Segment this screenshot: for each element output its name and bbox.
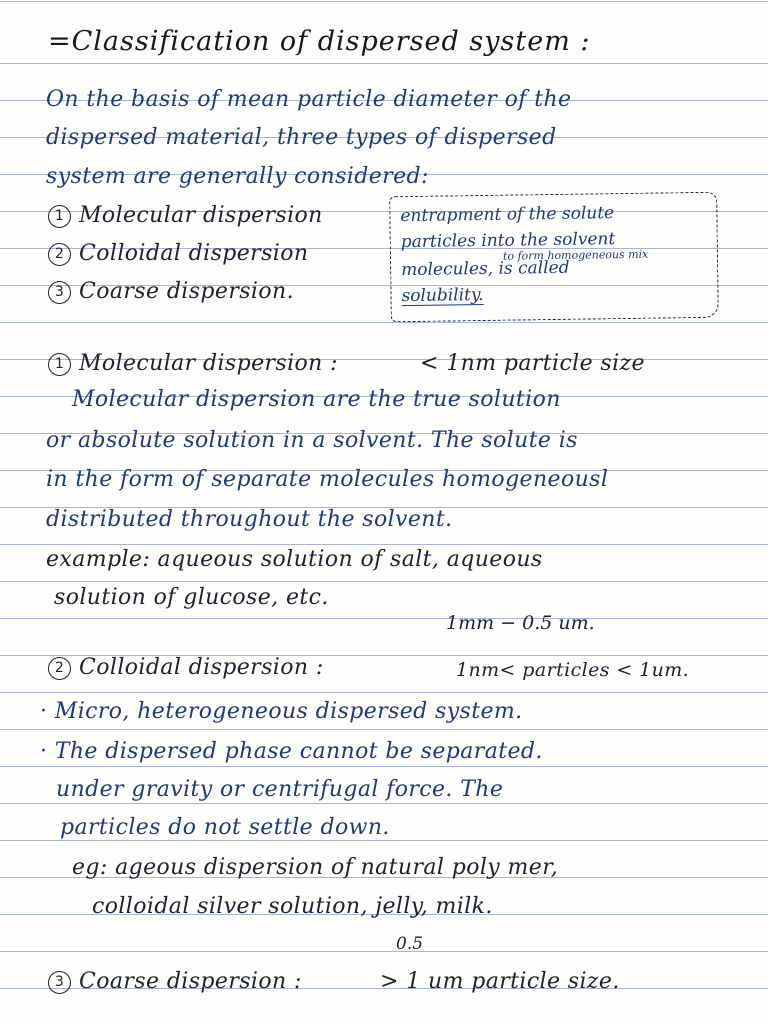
molecular-body-2: or absolute solution in a solvent. The solute is bbox=[46, 428, 578, 453]
colloidal-size: 1nm< particles < 1um. bbox=[456, 659, 690, 681]
number-circle-icon: 3 bbox=[48, 281, 71, 304]
molecular-example-2: solution of glucose, etc. bbox=[54, 585, 329, 610]
colloidal-body-1: · Micro, heterogeneous dispersed system. bbox=[40, 699, 523, 724]
page-title: =Classification of dispersed system : bbox=[48, 26, 591, 57]
intro-line-1: On the basis of mean particle diameter of the bbox=[46, 87, 572, 112]
type-label: Molecular dispersion bbox=[79, 203, 323, 228]
number-circle-icon: 2 bbox=[48, 657, 71, 680]
molecular-example-1: example: aqueous solution of salt, aqueous bbox=[46, 547, 543, 572]
number-circle-icon: 2 bbox=[48, 243, 71, 266]
colloidal-heading bbox=[48, 648, 324, 688]
colloidal-example-2: colloidal silver solution, jelly, milk. bbox=[92, 894, 493, 919]
molecular-heading-text: Molecular dispersion : bbox=[79, 351, 338, 376]
colloidal-body-2: · The dispersed phase cannot be separated. bbox=[40, 739, 543, 764]
type-label: Coarse dispersion. bbox=[79, 279, 294, 304]
type-item-3 bbox=[48, 272, 294, 312]
coarse-heading-text: Coarse dispersion : bbox=[79, 969, 302, 994]
type-label: Colloidal dispersion bbox=[79, 241, 309, 266]
coarse-heading bbox=[48, 962, 302, 1002]
molecular-body-4: distributed throughout the solvent. bbox=[46, 507, 453, 532]
note-line-4: solubility. bbox=[401, 284, 484, 307]
colloidal-example-1: eg: ageous dispersion of natural poly mer, bbox=[72, 855, 559, 880]
type-item-2 bbox=[48, 234, 308, 274]
intro-line-2: dispersed material, three types of dispersed bbox=[46, 125, 557, 150]
coarse-size: > 1 um particle size. bbox=[380, 969, 620, 994]
molecular-body-1: Molecular dispersion are the true solution bbox=[72, 387, 561, 412]
coarse-superscript: 0.5 bbox=[396, 934, 424, 954]
molecular-heading bbox=[48, 344, 338, 384]
molecular-body-3: in the form of separate molecules homogeneousl bbox=[46, 467, 609, 492]
number-circle-icon: 3 bbox=[48, 971, 71, 994]
molecular-size: < 1nm particle size bbox=[420, 351, 645, 376]
note-line-1: entrapment of the solute bbox=[400, 203, 615, 227]
colloidal-body-3: under gravity or centrifugal force. The bbox=[56, 777, 504, 802]
solubility-note-box bbox=[389, 192, 719, 323]
note-line-3: molecules, is called bbox=[401, 257, 570, 281]
type-item-1 bbox=[48, 196, 323, 236]
note-insert: to form homogeneous mix bbox=[502, 247, 649, 263]
number-circle-icon: 1 bbox=[48, 205, 71, 228]
intro-line-3: system are generally considered: bbox=[46, 164, 429, 189]
colloidal-body-4: particles do not settle down. bbox=[60, 815, 390, 840]
colloidal-range-note: 1mm − 0.5 um. bbox=[446, 612, 595, 634]
colloidal-heading-text: Colloidal dispersion : bbox=[79, 655, 324, 680]
number-circle-icon: 1 bbox=[48, 353, 71, 376]
note-line-2-text: particles into the solvent bbox=[400, 229, 616, 253]
